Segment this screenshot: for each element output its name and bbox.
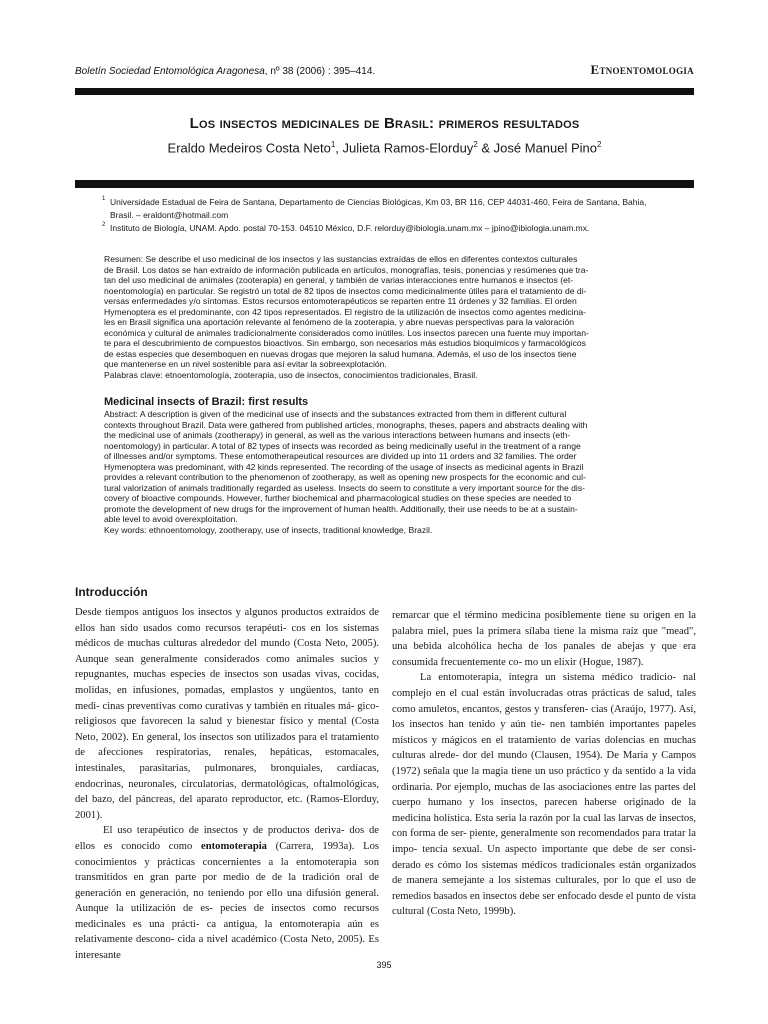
text-line: pecies de insectos como recursos medicinales es una prácti-: [75, 903, 379, 930]
resumen-line: les en Brasil significa una aportación relevante al fenómeno de la zooterapia, y abre nuevas perspectivas para la valoración: [104, 317, 575, 328]
header-rule: [75, 88, 694, 95]
text-line: El uso terapéutico de insectos y de productos deriva-: [103, 825, 345, 837]
paragraph: [392, 670, 696, 920]
abstract-line: tural valorization of animals traditionally regarded as useless. Insects do seem to constitute a very important source for the dis-: [104, 482, 586, 493]
text-line: tratamiento de varias dolencias en muchas culturas alrede-: [392, 734, 696, 762]
text-line: haberse originado de la medicina holística. Esta seria la: [392, 797, 696, 824]
text-line: especies de insectos son usadas vivas, cocidas, molidas, en: [75, 669, 379, 696]
text-line: piente, generalmente son recomendados para tratar la impo-: [392, 828, 696, 855]
journal-name: Boletín Sociedad Entomológica Aragonesa: [75, 66, 265, 77]
text-line: nen también importantes papeles místicos y mágicos en el: [392, 719, 697, 746]
author-name: José Manuel Pino: [493, 140, 598, 156]
paragraph: [75, 605, 379, 823]
affiliation-text: Instituto de Biología, UNAM. Apdo. postal 70-153. 04510 México, D.F. relorduy@ibiologia.unam.mx – jpino@ibiologia.unam.mx.: [110, 223, 590, 233]
resumen-line: Palabras clave: etnoentomología, zooterapia, uso de insectos, conocimientos tradicionales, Brasil.: [104, 370, 478, 381]
text-line: tencia sexual. Un aspecto importante que debe de ser consi-: [422, 843, 696, 855]
text-line: páncreas, del aparato reproductor, etc. (Ramos-Elorduy, 2001).: [75, 794, 379, 821]
author-name: Eraldo Medeiros Costa Neto: [167, 140, 331, 156]
article-title: Los insectos medicinales de Brasil: primeros resultados: [189, 115, 580, 132]
abstract-line: of illnesses and/or symptoms. These entomotherapeutical resources are divided up into 11 orders and 32 families. The order: [104, 451, 577, 462]
resumen-line: versas enfermedades y/o síntomas. Estos recursos entomoterapéuticos se reparten entre 11 órdenes y 32 familias. El orden: [104, 296, 577, 307]
abstract-line: covery of bioactive compounds. However, further biochemical and pharmacological studies on these species are needed to: [104, 493, 572, 504]
text-line: 1999b).: [483, 906, 516, 918]
resumen-block: [104, 254, 668, 381]
resumen-line: de Brasil. Los datos se han extraído de información publicada en artículos, monografías, tesis, ponencias y resúmenes que tra-: [104, 264, 589, 275]
text-line: entomoterapia son transmitidos en gran parte por medio de: [75, 856, 379, 884]
text-line: vida ordinaria. Por ejemplo, muchas de las asociaciones: [392, 765, 696, 793]
affiliation-marker: 2: [597, 140, 602, 149]
text-line: renales, hepáticas, estomacales, intestinales, parasitarias,: [75, 747, 379, 774]
paragraph: [392, 608, 696, 670]
affiliation: [100, 222, 670, 235]
text-line: cias (Araújo, 1977). Así, los insectos han tenido y aún tie-: [392, 703, 696, 731]
text-line: Desde tiempos antiguos los insectos y algunos productos: [75, 607, 327, 618]
text-line: extraídos de ellos han sido usados como recursos terapéuti-: [75, 607, 379, 634]
text-line: misma raíz que "mead", una bebida alcohólica hecha de los: [392, 625, 696, 653]
affiliation-text: Universidade Estadual de Feira de Santana, Departamento de Ciencias Biológicas, Km 03, BR 116, CEP 44031-460, Feira de Santana, Bahia, Brasil. – eraldont@hotmail.com: [110, 197, 647, 220]
text-column-left: [75, 605, 379, 964]
affiliations: [100, 196, 670, 235]
text-line: razón por la cual las larvas de insectos, con forma de ser-: [392, 812, 696, 840]
affiliation-number: 2: [102, 222, 106, 228]
text-line: mo un elixir (Hogue, 1987).: [524, 656, 644, 668]
text-line: circulatorias, dermatológicas, oftalmológicas, del bazo, del: [75, 778, 379, 806]
text-line: entre las partes del cuerpo humano y los insectos, parecen: [392, 781, 696, 809]
abstract-line: promote the development of new drugs for the improvement of human health. Additionally, their use needs to be at a sustain-: [104, 503, 578, 514]
paragraph: [75, 823, 379, 963]
abstract-block: [104, 409, 668, 536]
journal-issue: , nº 38 (2006) : 395–414.: [264, 66, 376, 77]
text-line: utilizados para el tratamiento de afecciones respiratorias,: [75, 731, 379, 759]
abstract-line: Abstract: A description is given of the medicinal use of insects and the substances extracted from them in different cultural: [104, 409, 567, 419]
section-label: Etnoentomologia: [590, 62, 694, 77]
text-column-right: [392, 608, 696, 920]
resumen-line: de estas especies que desemboquen en nuevas drogas que mejoren la salud humana. Además, el uso de los insectos tiene: [104, 348, 577, 359]
abstract-line: noentomology) in particular. A total of 82 types of insects was recorded as being medicinally useful in the treatment of a range: [104, 440, 581, 451]
text-line: nal complejo en el cual están involucradas otras prácticas de: [392, 672, 696, 699]
abstract-line: Key words: ethnoentomology, zootherapy, use of insects, traditional knowledge, Brazil.: [104, 525, 433, 536]
resumen-line: económica y cultural de animales tradicionalmente considerados como inútiles. Los insectos parecen una fuente muy importan-: [104, 327, 589, 338]
section-heading-introduccion: Introducción: [75, 585, 148, 599]
authors-line: [75, 140, 694, 155]
resumen-line: que mantenerse en un nivel sostenible para así evitar la sobreexplotación.: [104, 359, 387, 370]
text-line: La entomoterapia, integra un sistema médico tradicio-: [420, 672, 684, 684]
text-line: de la tradición oral de generación en generación, no teniendo: [75, 872, 379, 899]
author-name: Julieta Ramos-Elorduy: [342, 140, 474, 156]
text-line: cinas preventivas como curativas y también en rituales má-: [102, 700, 358, 712]
text-line: dor del mundo (Clausen, 1954). De Maria y Campos (1972): [392, 750, 696, 777]
text-line: salud, tales como amuletos, encantos, gestos y transferen-: [392, 687, 696, 715]
abstract-line: Hymenoptera was predominant, with 42 kinds represented. The recording of the usage of insects as medicinal agents in Brazil: [104, 461, 584, 472]
resumen-line: tan del uso medicinal de animales (zooterapia) en general, y también de varias interacciones entre humanos e insectos (et-: [104, 275, 574, 286]
affiliation-marker: 1: [330, 140, 336, 149]
text-line: cida a nivel académico (Costa Neto, 2005). Es interesante: [75, 934, 379, 962]
text-line: gico-religiosos que favorecen la salud y bienestar físico y: [75, 700, 380, 728]
resumen-line: Hymenoptera es el predominante, con 42 tipos representados. El registro de la utilización de insectos como agentes medicina-: [104, 306, 586, 317]
author-separator: &: [477, 140, 494, 156]
affiliation-number: 1: [102, 196, 106, 202]
text-line: mental (Costa Neto, 2002). En general, los insectos son: [75, 716, 379, 743]
author-separator: ,: [335, 140, 343, 156]
resumen-line: Resumen: Se describe el uso medicinal de los insectos y las sustancias extraídas de ellos en diferentes contextos culturales: [104, 254, 578, 264]
resumen-line: noentomología) en particular. Se registró un total de 82 tipos de insectos como medicinalmente útiles para el tratamiento de di-: [104, 285, 587, 296]
journal-citation: [75, 66, 375, 77]
affiliation-marker: 2: [473, 140, 478, 149]
title-rule: [75, 180, 694, 188]
text-line: dos de ellos es conocido como entomoterapia (Carrera,: [75, 825, 379, 852]
text-line: origen en la palabra miel, pues la primera sílaba tiene la: [392, 610, 696, 637]
text-line: del mundo (Costa Neto, 2005). Aunque sean generalmente: [75, 638, 380, 665]
abstract-line: provides a relevant contribution to the phenomenon of zootherapy, as well as opening new prospects for the economic and cul-: [104, 472, 586, 483]
term-entomoterapia: entomoterapia: [201, 840, 267, 852]
text-line: por ello una difusión general. Aunque la utilización de es-: [75, 887, 380, 915]
text-line: señala que la magia tiene un uso práctico y da sentido a la: [423, 765, 678, 777]
text-line: pulmonares, bronquiales, cardíacas, endocrinas, neuronales,: [75, 762, 379, 790]
text-line: panales de abejas y que era consumida frecuentemente co-: [392, 641, 696, 668]
text-line: ca antigua, la entomoterapia aún es relativamente descono-: [75, 918, 379, 946]
abstract-line: able level to avoid overexploitation.: [104, 514, 238, 525]
text-line: por lo que el uso de remedios basados en insectos debe ser: [392, 875, 696, 902]
page-number: 395: [376, 960, 392, 970]
resumen-line: te para el descubrimiento de compuestos bioactivos. Sin embargo, son necesarios más estudios bioquímicos y farmacológicos: [104, 338, 586, 349]
text-line: cos en los sistemas médicos de muchas culturas alrededor: [75, 622, 379, 650]
text-line: derado es cómo los sistemas médicos tradicionales están: [392, 859, 645, 871]
text-line: infusiones, pomadas, emplastos y ungüentos, tanto en medi-: [75, 684, 379, 712]
english-title: Medicinal insects of Brazil: first results: [104, 396, 309, 408]
text-line: 1993a). Los conocimientos y prácticas concernientes a la: [75, 840, 379, 868]
abstract-line: the medicinal use of animals (zootherapy) in general, as well as the various interactions between humans and insects (eth-: [104, 430, 571, 441]
text-line: considerados como animales sucios y repugnantes, muchas: [75, 653, 379, 681]
text-line: remarcar que el término medicina posiblemente tiene su: [392, 610, 644, 621]
abstract-line: contexts throughout Brazil. Data were gathered from published articles, monographs, theses, papers and abstracts dealing with: [104, 419, 588, 430]
text-line: organizados de manera semejante a los sistemas culturales,: [392, 859, 696, 887]
affiliation: [100, 196, 670, 222]
text-line: enfocado desde el punto de vista cultural (Costa Neto,: [392, 890, 697, 918]
